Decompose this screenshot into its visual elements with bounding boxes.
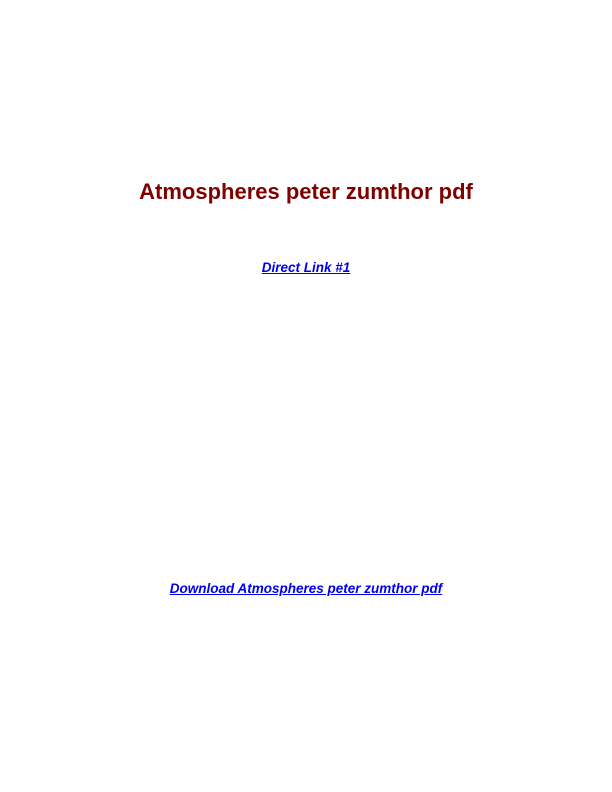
page-title: Atmospheres peter zumthor pdf bbox=[139, 179, 473, 204]
direct-link[interactable]: Direct Link #1 bbox=[261, 260, 351, 275]
download-link-container bbox=[0, 580, 612, 598]
download-link[interactable]: Download Atmospheres peter zumthor pdf bbox=[169, 581, 443, 596]
direct-link-container bbox=[0, 259, 612, 277]
